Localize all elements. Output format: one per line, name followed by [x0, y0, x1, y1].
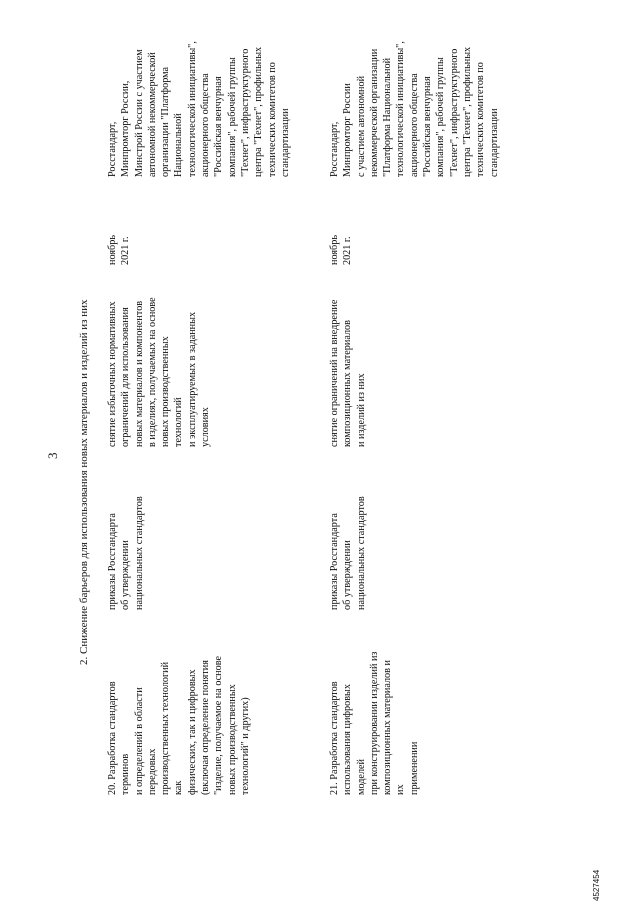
row-21-responsible: Росстандарт, Минпромторг России с участием автономной некоммерческой организации "Платформа Национальной технологической инициативы", акционерного общества "Российская венчурная компания", рабочей группы "Технет", инфраструктурного центра "Технет", профильных технических комитетов по стандартизации: [329, 41, 500, 177]
document-code: 4527454: [592, 869, 601, 901]
row-21-document-type: приказы Росстандарта об утверждении национальных стандартов: [329, 496, 367, 610]
row-20-expected-result: снятие избыточных нормативных ограничений для использования новых материалов и компонентов в изделиях, получаемых на основе новых производственных технологий и эксплуатируемых в заданных условиях: [107, 297, 212, 447]
row-21-deadline: ноябрь 2021 г.: [329, 235, 354, 265]
row-20-responsible: Росстандарт, Минпромторг России, Минстрой России с участием автономной некоммерческой организации "Платформа Национальной технологической инициативы", акционерного общества "Российская венчурная компания", рабочей группы "Технет", инфраструктурного центра "Технет", профильных технических комитетов по стандартизации: [107, 41, 291, 177]
row-21-expected-result: снятие ограничений на внедрение композиционных материалов и изделий из них: [329, 299, 367, 447]
page-number: 3: [45, 452, 60, 459]
row-20-deadline: ноябрь 2021 г.: [107, 235, 132, 265]
row-20-document-type: приказы Росстандарта об утверждении национальных стандартов: [107, 496, 145, 610]
row-20-measure-name: 20. Разработка стандартов терминов и определений в области передовых производственных технологий как физических, так и цифровых (включая определение понятия "изделие, получаемое на основе новых производственных технологий" и других): [107, 655, 251, 795]
section-title: 2. Снижение барьеров для использования новых материалов и изделий из них: [78, 299, 90, 665]
row-21-measure-name: 21. Разработка стандартов использования цифровых моделей при конструировании изделий из композиционных материалов и их применении: [329, 651, 420, 795]
